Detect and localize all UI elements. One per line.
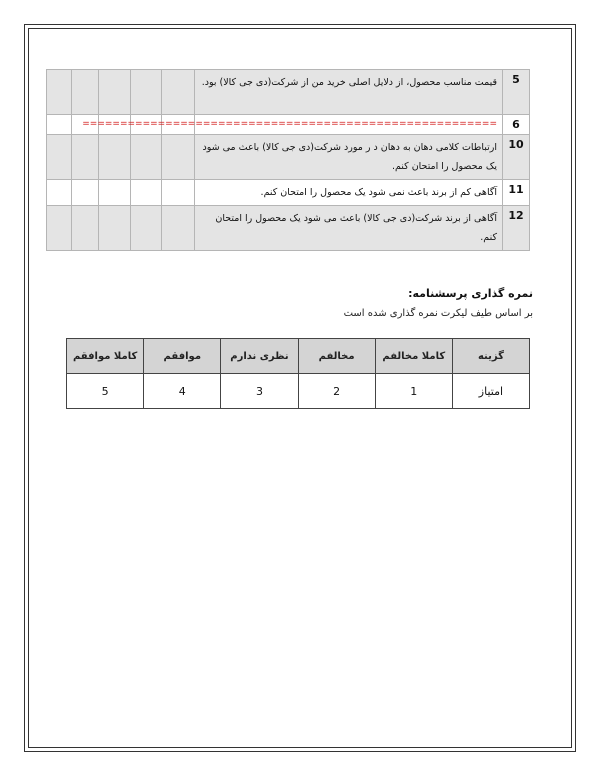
table-row xyxy=(47,135,530,180)
column-header: مخالفم xyxy=(298,339,375,374)
column-header: موافقم xyxy=(144,339,221,374)
question-text: ارتباطات کلامی دهان به دهان د ر مورد شرکت(دی جی کالا) باعث می شود یک محصول را امتحان کنم. xyxy=(195,135,503,180)
table-cell: 1 xyxy=(375,374,452,409)
question-number: 11 xyxy=(503,180,530,206)
table-row xyxy=(47,115,530,135)
likert-scale-table xyxy=(66,338,530,409)
table-row xyxy=(67,374,530,409)
question-number: 6 xyxy=(503,115,530,135)
column-header: کاملا موافقم xyxy=(67,339,144,374)
table-cell: 4 xyxy=(144,374,221,409)
scoring-description: بر اساس طیف لیکرت نمره گذاری شده است xyxy=(343,308,533,319)
questionnaire-table xyxy=(46,69,530,251)
question-text: آگاهی کم از برند باعث نمی شود یک محصول را امتحان کنم. xyxy=(195,180,503,206)
column-header: گزینه xyxy=(452,339,529,374)
scoring-heading: نمره گذاری پرسشنامه: xyxy=(408,287,533,300)
table-row xyxy=(47,70,530,115)
table-cell: 5 xyxy=(67,374,144,409)
column-header: نظری ندارم xyxy=(221,339,298,374)
question-text: قیمت مناسب محصول، از دلایل اصلی خرید من از شرکت(دی جی کالا) بود. xyxy=(195,70,503,115)
question-text: آگاهی از برند شرکت(دی جی کالا) باعث می شود یک محصول را امتحان کنم. xyxy=(195,206,503,251)
table-header-row xyxy=(67,339,530,374)
table-row xyxy=(47,206,530,251)
dashed-separator: ======================================================= xyxy=(82,119,497,129)
table-row xyxy=(47,180,530,206)
question-number: 12 xyxy=(503,206,530,251)
question-number: 5 xyxy=(503,70,530,115)
question-number: 10 xyxy=(503,135,530,180)
table-cell: 3 xyxy=(221,374,298,409)
table-cell: امتیاز xyxy=(452,374,529,409)
column-header: کاملا مخالفم xyxy=(375,339,452,374)
table-cell: 2 xyxy=(298,374,375,409)
